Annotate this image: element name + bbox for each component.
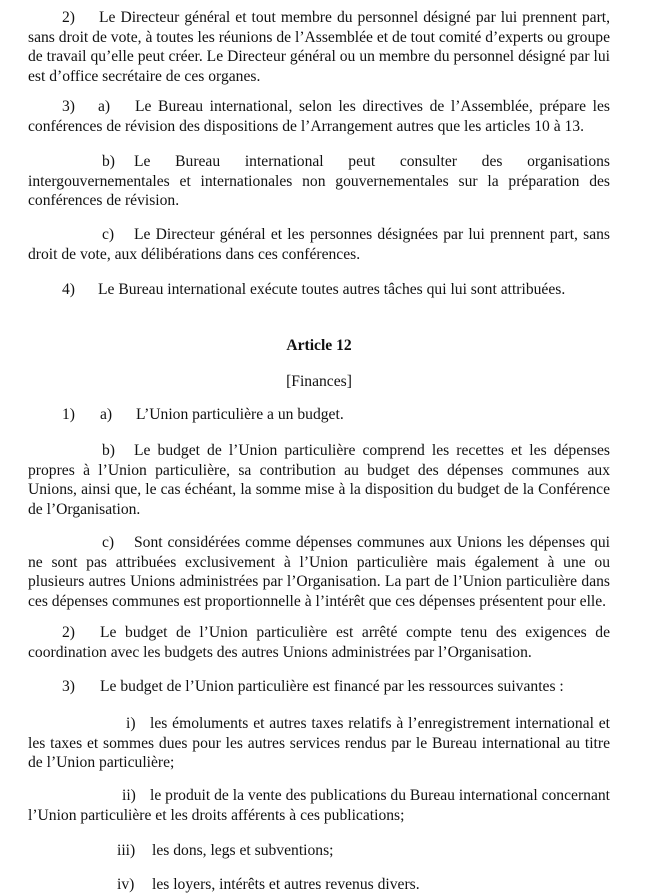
paragraph-label: 3) — [62, 678, 75, 695]
paragraph-label: 4) — [62, 281, 75, 298]
paragraph-12-1b — [28, 441, 610, 519]
paragraph-3c — [28, 225, 610, 264]
paragraph-2 — [28, 8, 610, 86]
paragraph-text: Le Bureau international exécute toutes autres tâches qui lui sont attribuées. — [98, 281, 566, 298]
paragraph-text: Le budget de l’Union particulière est financé par les ressources suivantes : — [100, 678, 564, 695]
paragraph-text: Le budget de l’Union particulière est arrêté compte tenu des exigences de coordination avec les budgets des autres Unions administrées par l’Organisation. — [28, 624, 610, 661]
paragraph-label: 2) — [62, 9, 75, 26]
paragraph-text: le produit de la vente des publications du Bureau international concernant l’Union particulière et les droits afférents à ces publications; — [28, 787, 610, 824]
paragraph-12-1c — [28, 533, 610, 611]
paragraph-label: 1) — [62, 406, 75, 423]
paragraph-sublabel: a) — [100, 406, 113, 423]
paragraph-12-3i — [28, 714, 610, 773]
paragraph-12-3iii — [28, 841, 610, 861]
paragraph-text: les loyers, intérêts et autres revenus divers. — [152, 876, 420, 893]
paragraph-text: Le Directeur général et les personnes désignées par lui prennent part, sans droit de vote, aux délibérations dans ces conférences. — [28, 226, 610, 263]
paragraph-text: Le Bureau international, selon les directives de l’Assemblée, prépare les conférences de révision des dispositions de l’Arrangement autres que les articles 10 à 13. — [28, 98, 610, 135]
article-title: Article 12 — [286, 337, 352, 354]
paragraph-text: Le Directeur général et tout membre du personnel désigné par lui prennent part, sans droit de vote, à toutes les réunions de l’Assemblée et de tout comité d’experts ou groupe de travail qu’elle peut créer. Le Directeur général ou un membre du personnel désigné par lui est d’office secrétaire de ces organes. — [28, 9, 610, 85]
paragraph-text: Le Bureau international peut consulter des organisations intergouvernementales et internationales non gouvernementales sur la préparation des conférences de révision. — [28, 153, 610, 209]
paragraph-label: 2) — [62, 624, 75, 641]
paragraph-sublabel: ii) — [122, 787, 136, 804]
paragraph-3b — [28, 152, 610, 211]
paragraph-sublabel: iv) — [117, 876, 135, 893]
paragraph-label: 3) — [62, 98, 75, 115]
paragraph-text: les émoluments et autres taxes relatifs à l’enregistrement international et les taxes et sommes dues pour les autres services rendus par le Bureau international au titre de l’Union particulière; — [28, 715, 610, 771]
paragraph-4 — [28, 280, 610, 300]
paragraph-12-3ii — [28, 786, 610, 825]
paragraph-text: Le budget de l’Union particulière comprend les recettes et les dépenses propres à l’Union particulière, sa contribution au budget des dépenses communes aux Unions, ainsi que, le cas échéant, la somme mise à la disposition du budget de la Conférence de l’Organisation. — [28, 442, 610, 518]
paragraph-text: les dons, legs et subventions; — [152, 842, 334, 859]
paragraph-sublabel: i) — [126, 715, 136, 732]
paragraph-sublabel: b) — [102, 442, 115, 459]
paragraph-12-1a — [28, 405, 610, 425]
paragraph-sublabel: a) — [98, 98, 111, 115]
paragraph-12-2 — [28, 623, 610, 662]
paragraph-sublabel: b) — [102, 153, 115, 170]
paragraph-12-3 — [28, 677, 610, 697]
article-subtitle: [Finances] — [286, 373, 352, 390]
paragraph-text: Sont considérées comme dépenses communes aux Unions les dépenses qui ne sont pas attribuées exclusivement à l’Union particulière mais également à une ou plusieurs autres Unions administrées par l’Organisation. La part de l’Union particulière dans ces dépenses communes est proportionnelle à l’intérêt que ces dépenses présentent pour elle. — [28, 534, 610, 610]
paragraph-3a — [28, 97, 610, 136]
paragraph-sublabel: c) — [102, 226, 115, 243]
paragraph-sublabel: iii) — [117, 842, 136, 859]
paragraph-text: L’Union particulière a un budget. — [136, 406, 344, 423]
paragraph-sublabel: c) — [102, 534, 115, 551]
paragraph-12-3iv — [28, 875, 610, 895]
